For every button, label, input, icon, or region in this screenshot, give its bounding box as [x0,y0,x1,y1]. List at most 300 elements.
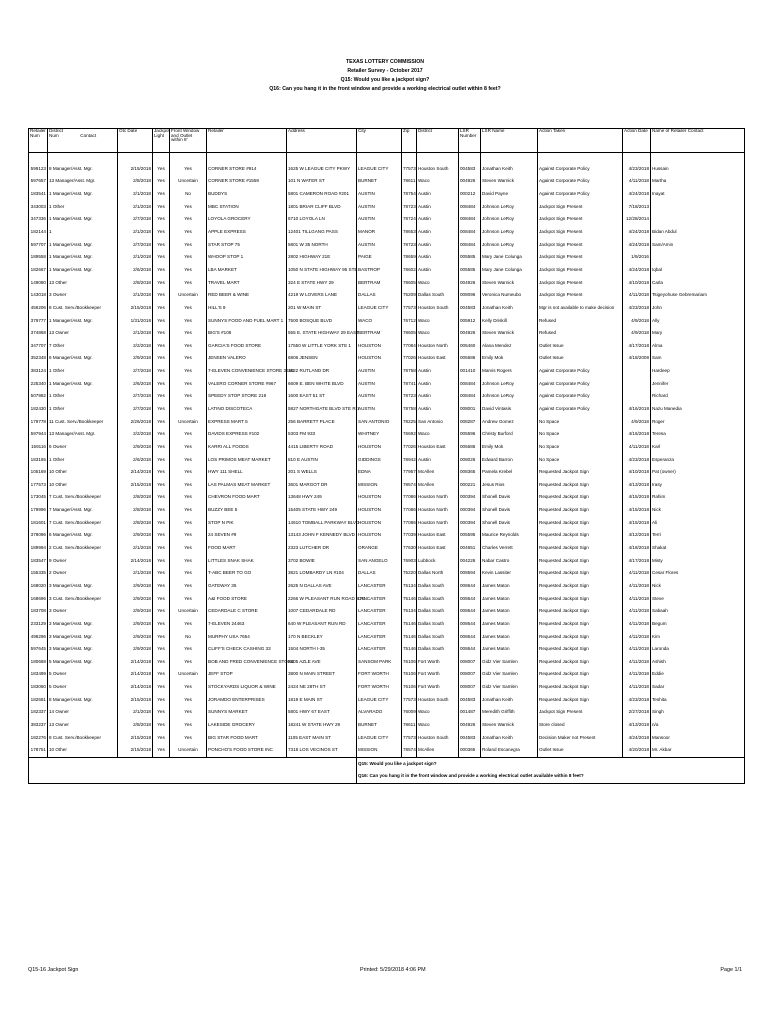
table-row [29,239,745,252]
cell-zip: 76106 [402,668,417,681]
table-row [29,327,745,340]
cell-lsr-name: Nabar Castro [481,555,538,568]
cell-retailer-num: 182681 [29,694,48,707]
cell-address: 1007 CEDARDALE RD [287,605,357,618]
cell-zip: 75146 [402,593,417,606]
cell-otc-date: 2/15/2018 [118,302,153,315]
cell-contact-name [651,201,745,214]
cell-action-date: 4/17/2018 [623,555,651,568]
cell-action-taken: Against Corporate Policy [538,378,623,391]
cell-jackpot-light: Yes [153,466,170,479]
cell-jackpot-light: Yes [153,542,170,555]
cell-action-taken: Requested Jackpot Sign [538,529,623,542]
cell-contact-name: Mansoor [651,732,745,745]
cell-lsr-name: Pamela Krebel [481,466,538,479]
cell-retailer-name: MBC STATION [207,201,287,214]
cell-jackpot-light: Yes [153,277,170,290]
cell-zip: 78754 [402,188,417,201]
cell-lsr-name: Gidz Vier Samlen [481,668,538,681]
cell-action-taken: Requested Jackpot Sign [538,542,623,555]
table-row [29,529,745,542]
cell-lsr-number: 008484 [459,390,481,403]
table-row [29,466,745,479]
cell-city: HOUSTON [357,340,402,353]
cell-action-taken: Jackpot Sign Present [538,213,623,226]
cell-lsr-number: 005686 [459,352,481,365]
cell-zip: 76903 [402,555,417,568]
cell-jackpot-light: Yes [153,656,170,669]
footer-page: Page 1/1 [720,967,742,973]
cell-district: Austin [417,226,459,239]
cell-lsr-name: Emily Mok [481,441,538,454]
cell-retailer-name: CLIFF'S CHECK CASHING 33 [207,643,287,656]
cell-zip: 77573 [402,163,417,176]
cell-action-date: 4/24/2018 [623,226,651,239]
cell-jackpot-light: Yes [153,390,170,403]
cell-otc-date: 2/14/2018 [118,466,153,479]
cell-front-window: Yes [170,643,207,656]
cell-retailer-name: JEFF STOP [207,668,287,681]
cell-lsr-name: Johnson LeRoy [481,226,538,239]
cell-lsr-number: 008644 [459,631,481,644]
cell-action-taken: Requested Jackpot Sign [538,504,623,517]
cell-lsr-name: Roland Escanegra [481,744,538,757]
cell-jackpot-light: Yes [153,213,170,226]
cell-city: BURNET [357,175,402,188]
cell-retailer-name: SUNNYS FOOD AND FUEL MART 1 [207,314,287,327]
cell-address: 4219 W LOVERS LANE [287,289,357,302]
cell-city: MANOR [357,226,402,239]
table-row [29,340,745,353]
cell-district: Dallas North [417,567,459,580]
cell-otc-date: 2/1/2018 [118,226,153,239]
cell-contact-name: Sabaah [651,605,745,618]
cell-contact-name: Pat (owner) [651,466,745,479]
table-row [29,314,745,327]
cell-action-date: 4/16/2018 [623,428,651,441]
cell-city: HOUSTON [357,441,402,454]
cell-retailer-name: GARCIA'S FOOD STORE [207,340,287,353]
cell-contact-name: Rahim [651,491,745,504]
cell-front-window: Yes [170,719,207,732]
cell-city: HOUSTON [357,529,402,542]
col-retailer-num: Retailer Num [29,129,48,153]
cell-address: 3601 MARGOT DR [287,479,357,492]
cell-district-contact: 1 Manager/Asst. Mgr. [48,378,118,391]
cell-lsr-name: Steven Warnick [481,327,538,340]
cell-retailer-num: 189558 [29,251,48,264]
cell-front-window: Yes [170,201,207,214]
cell-action-date: 4/11/2018 [623,289,651,302]
cell-district-contact: 1 Other [48,403,118,416]
cell-action-date: 4/13/2018 [623,719,651,732]
cell-zip: 77086 [402,491,417,504]
cell-district: Austin [417,264,459,277]
cell-lsr-number: 000365 [459,744,481,757]
cell-action-taken: Jackpot Sign Present [538,201,623,214]
cell-city: ORANGE [357,542,402,555]
cell-lsr-number: 005686 [459,441,481,454]
table-row [29,188,745,201]
cell-retailer-name: 7-ELEVEN 24463 [207,618,287,631]
cell-retailer-num: 168020 [29,580,48,593]
cell-contact-name: Teresa [651,428,745,441]
cell-retailer-name: SUNNYS MARKET [207,706,287,719]
cell-zip: 78723 [402,390,417,403]
cell-front-window: Yes [170,428,207,441]
cell-district: Houston East [417,529,459,542]
cell-otc-date: 2/1/2018 [118,706,153,719]
cell-front-window: Yes [170,491,207,504]
footer-printed: Printed: 5/29/2018 4:06 PM [360,967,426,973]
cell-contact-name: Nick [651,580,745,593]
cell-action-taken: Requested Jackpot Sign [538,466,623,479]
cell-action-taken: Against Corporate Policy [538,175,623,188]
cell-address: 3405 AZLE AVE [287,656,357,669]
cell-district-contact: 3 Owner [48,605,118,618]
cell-action-date: 4/9/2018 [623,416,651,429]
cell-district-contact: 9 Owner [48,555,118,568]
cell-lsr-number: 008365 [459,466,481,479]
cell-retailer-num: 347707 [29,340,48,353]
cell-lsr-number: 000394 [459,491,481,504]
cell-jackpot-light: Yes [153,428,170,441]
cell-zip: 78602 [402,264,417,277]
cell-city: LANCASTER [357,643,402,656]
table-row [29,491,745,504]
cell-lsr-name: David Vintasis [481,403,538,416]
cell-action-date: 4/18/2018 [623,542,651,555]
cell-action-taken: Against Corporate Policy [538,163,623,176]
cell-lsr-number: 008484 [459,213,481,226]
cell-zip: 77957 [402,466,417,479]
cell-lsr-name: Steven Warnick [481,175,538,188]
cell-address: 2802 HIGHWAY 21E [287,251,357,264]
table-row [29,403,745,416]
cell-jackpot-light: Yes [153,593,170,606]
cell-city: FORT WORTH [357,668,402,681]
cell-address: 6710 LOYOLA LN [287,213,357,226]
cell-lsr-number: 008484 [459,378,481,391]
cell-retailer-name: LOS PRIMOS MEAT MARKET [207,454,287,467]
cell-action-taken: Requested Jackpot Sign [538,555,623,568]
cell-front-window: Yes [170,567,207,580]
cell-front-window: Yes [170,226,207,239]
cell-retailer-num: 597657 [29,175,48,188]
cell-action-date: 4/11/2018 [623,681,651,694]
cell-retailer-name: BUDDYS [207,188,287,201]
cell-action-taken: No Space [538,454,623,467]
table-row [29,277,745,290]
cell-lsr-number: 008001 [459,403,481,416]
cell-zip: 78605 [402,327,417,340]
cell-zip: 78723 [402,201,417,214]
cell-otc-date: 2/15/2018 [118,744,153,757]
table-row [29,643,745,656]
cell-front-window: Yes [170,264,207,277]
cell-district-contact: 7 Other [48,340,118,353]
cell-otc-date: 2/6/2018 [118,454,153,467]
cell-retailer-num: 181601 [29,517,48,530]
cell-lsr-name: James Maton [481,631,538,644]
cell-lsr-name: Meredith Griffith [481,706,538,719]
cell-jackpot-light: Yes [153,327,170,340]
cell-action-date: 2/27/2018 [623,706,651,719]
cell-contact-name: Hardeep [651,365,745,378]
cell-otc-date: 2/26/2018 [118,416,153,429]
cell-action-date: 4/11/2018 [623,175,651,188]
cell-otc-date: 2/1/2018 [118,567,153,580]
cell-city: DALLAS [357,567,402,580]
cell-retailer-name: RED BEER & WINE [207,289,287,302]
cell-jackpot-light: Yes [153,365,170,378]
cell-action-taken: Jackpot Sign Present [538,251,623,264]
cell-contact-name: Nick [651,504,745,517]
cell-front-window: Yes [170,732,207,745]
cell-district-contact: 13 Other [48,277,118,290]
cell-lsr-number: 005595 [459,529,481,542]
col-contact: Contact [80,132,97,138]
cell-address: 15405 STATE HWY 249 [287,504,357,517]
table-row [29,593,745,606]
cell-jackpot-light: Yes [153,643,170,656]
cell-district: Houston North [417,504,459,517]
cell-lsr-name: Mary Jane Colunga [481,264,538,277]
retailer-survey-table [28,128,745,784]
cell-otc-date: 2/1/2018 [118,289,153,302]
cell-retailer-num: 179778 [29,416,48,429]
cell-address: 170 N BECKLEY [287,631,357,644]
cell-district: Waco [417,175,459,188]
cell-lsr-name: Jesus Rios [481,479,538,492]
cell-jackpot-light: Yes [153,441,170,454]
cell-action-date: 4/24/2018 [623,732,651,745]
cell-contact-name: Ali [651,517,745,530]
cell-city: DALLAS [357,289,402,302]
cell-jackpot-light: Yes [153,706,170,719]
cell-contact-name: Sadar [651,681,745,694]
cell-front-window: Yes [170,593,207,606]
cell-action-date: 4/11/2018 [623,668,651,681]
cell-lsr-number: 008644 [459,605,481,618]
cell-address: 7500 BOSQUE BLVD [287,314,357,327]
cell-address: 13143 JOHN F KENNEDY BLVD [287,529,357,542]
cell-front-window: Yes [170,340,207,353]
cell-contact-name: Terri [651,529,745,542]
cell-lsr-name: Jonathan Keith [481,732,538,745]
cell-contact-name: Eddie [651,668,745,681]
cell-jackpot-light: Yes [153,491,170,504]
cell-otc-date: 2/8/2018 [118,277,153,290]
cell-district: Dallas South [417,618,459,631]
table-row [29,302,745,315]
cell-action-taken: Against Corporate Policy [538,365,623,378]
cell-retailer-name: T-ABC BEER TO GO [207,567,287,580]
cell-front-window: Uncertain [170,605,207,618]
cell-otc-date: 2/8/2018 [118,491,153,504]
cell-retailer-name: GATEWAY 35 [207,580,287,593]
cell-district-contact: 5 Owner [48,681,118,694]
cell-contact-name: Roger [651,416,745,429]
cell-district-contact: 8 Manager/Asst. Mgr. [48,163,118,176]
cell-retailer-name: TRAVEL MART [207,277,287,290]
cell-retailer-name: BIG'S #106 [207,327,287,340]
cell-action-taken: Requested Jackpot Sign [538,605,623,618]
cell-retailer-name: MURPHY USA 7654 [207,631,287,644]
cell-front-window: Yes [170,441,207,454]
cell-retailer-num: 180668 [29,656,48,669]
cell-retailer-num: 343003 [29,201,48,214]
cell-jackpot-light: Yes [153,694,170,707]
cell-action-taken: Requested Jackpot Sign [538,567,623,580]
cell-zip: 77573 [402,302,417,315]
cell-lsr-name: Veronica Numeubo [481,289,538,302]
cell-jackpot-light: Yes [153,555,170,568]
cell-district: Waco [417,277,459,290]
cell-front-window: Yes [170,302,207,315]
cell-retailer-num: 182276 [29,732,48,745]
cell-otc-date: 2/14/2018 [118,555,153,568]
cell-action-taken: Requested Jackpot Sign [538,681,623,694]
cell-lsr-name: James Maton [481,643,538,656]
cell-city: LANCASTER [357,593,402,606]
table-row [29,289,745,302]
cell-district: Dallas South [417,605,459,618]
cell-retailer-num: 383237 [29,719,48,732]
cell-retailer-num: 379777 [29,314,48,327]
cell-district-contact: 3 Manager/Asst. Mgr. [48,580,118,593]
cell-district: Dallas South [417,593,459,606]
cell-zip: 75220 [402,567,417,580]
table-row [29,605,745,618]
cell-address: 201 W MAIN ST [287,302,357,315]
cell-jackpot-light: Yes [153,504,170,517]
cell-retailer-name: APPLE EXPRESS [207,226,287,239]
cell-action-date: 7/18/2013 [623,201,651,214]
cell-retailer-num: 352348 [29,352,48,365]
cell-contact-name: Nazu Manedia [651,403,745,416]
cell-contact-name: Mr. Akbar [651,744,745,757]
cell-action-date: 4/12/2018 [623,529,651,542]
cell-otc-date: 2/9/2018 [118,580,153,593]
cell-action-date: 4/11/2018 [623,580,651,593]
cell-contact-name [651,213,745,226]
cell-city: BERTRAM [357,327,402,340]
cell-city: SAN ANGELO [357,555,402,568]
cell-zip: 76106 [402,681,417,694]
cell-action-date: 4/9/2018 [623,314,651,327]
cell-front-window: Yes [170,403,207,416]
cell-retailer-num: 159116 [29,441,48,454]
cell-otc-date: 2/2/2018 [118,340,153,353]
cell-action-date [623,365,651,378]
cell-action-date: 4/11/2018 [623,643,651,656]
footer-report-name: Q15-16 Jackpot Sign [28,967,79,973]
cell-action-date: 4/20/2018 [623,744,651,757]
cell-zip: 77630 [402,542,417,555]
cell-contact-name: Carla [651,277,745,290]
cell-action-taken: Jackpot Sign Present [538,239,623,252]
cell-city: BASTROP [357,264,402,277]
cell-retailer-name: LATINO DISCOTECA [207,403,287,416]
cell-otc-date: 2/15/2018 [118,163,153,176]
cell-lsr-name: James Maton [481,580,538,593]
cell-address: 2266 W PLEASANT RUN ROAD STE [287,593,357,606]
cell-district-contact: 1 Other [48,390,118,403]
cell-otc-date: 2/8/2018 [118,719,153,732]
cell-jackpot-light: Yes [153,314,170,327]
cell-district-contact: 8 Cust. Serv./Bookkeeper [48,732,118,745]
cell-action-taken: Requested Jackpot Sign [538,618,623,631]
cell-address: 1622 RUTLAND DR [287,365,357,378]
cell-action-taken: Requested Jackpot Sign [538,593,623,606]
cell-city: MISSION [357,744,402,757]
cell-city: FORT WORTH [357,681,402,694]
cell-contact-name: Irasy [651,479,745,492]
cell-city: AUSTIN [357,390,402,403]
table-row [29,428,745,441]
cell-district: Houston South [417,163,459,176]
cell-district-contact: 7 Cust. Serv./Bookkeeper [48,517,118,530]
cell-address: 1050 N STATE HIGHWAY 95 STE [287,264,357,277]
cell-retailer-name: PONCHO'S FOOD STORE INC [207,744,287,757]
cell-action-date: 4/23/2018 [623,694,651,707]
cell-district-contact: 5 Owner [48,668,118,681]
cell-retailer-name: DAVIDS EXPRESS #102 [207,428,287,441]
cell-district: Dallas South [417,289,459,302]
cell-contact-name: Bidan Abdul [651,226,745,239]
cell-district-contact: 1 Other [48,201,118,214]
cell-front-window: Uncertain [170,668,207,681]
cell-action-date: 4/11/2018 [623,441,651,454]
cell-zip: 77084 [402,340,417,353]
cell-district: Austin [417,403,459,416]
cell-action-taken: No Space [538,441,623,454]
cell-action-date [623,390,651,403]
cell-otc-date: 2/9/2018 [118,643,153,656]
cell-district-contact: 13 Owner [48,719,118,732]
cell-district: Houston South [417,732,459,745]
cell-city: WHITNEY [357,428,402,441]
table-header-row [29,129,745,153]
cell-action-date: 4/16/2018 [623,403,651,416]
cell-district: Houston North [417,517,459,530]
cell-lsr-number: 004583 [459,732,481,745]
cell-city: AUSTIN [357,365,402,378]
cell-jackpot-light: Yes [153,517,170,530]
cell-retailer-num: 183541 [29,188,48,201]
cell-front-window: Yes [170,352,207,365]
report-subtitle: Retailer Survey - October 2017 [347,68,423,74]
footnote-q15: Q15: Would you like a jackpot sign? [357,758,745,771]
cell-otc-date: 2/1/2018 [118,327,153,340]
question-15: Q15: Would you like a jackpot sign? [340,77,430,83]
cell-zip: 78574 [402,744,417,757]
cell-lsr-number: 004651 [459,542,481,555]
cell-jackpot-light: Yes [153,163,170,176]
table-row [29,618,745,631]
cell-action-taken: No Space [538,428,623,441]
cell-action-date: 4/11/2018 [623,567,651,580]
cell-zip: 76009 [402,706,417,719]
cell-zip: 75134 [402,605,417,618]
cell-lsr-name: Shonell Davis [481,491,538,504]
cell-contact-name: Sam/Amin [651,239,745,252]
cell-otc-date: 2/8/2018 [118,175,153,188]
cell-city: LEAGUE CITY [357,732,402,745]
cell-lsr-name: Johnson LeRoy [481,239,538,252]
table-row [29,378,745,391]
